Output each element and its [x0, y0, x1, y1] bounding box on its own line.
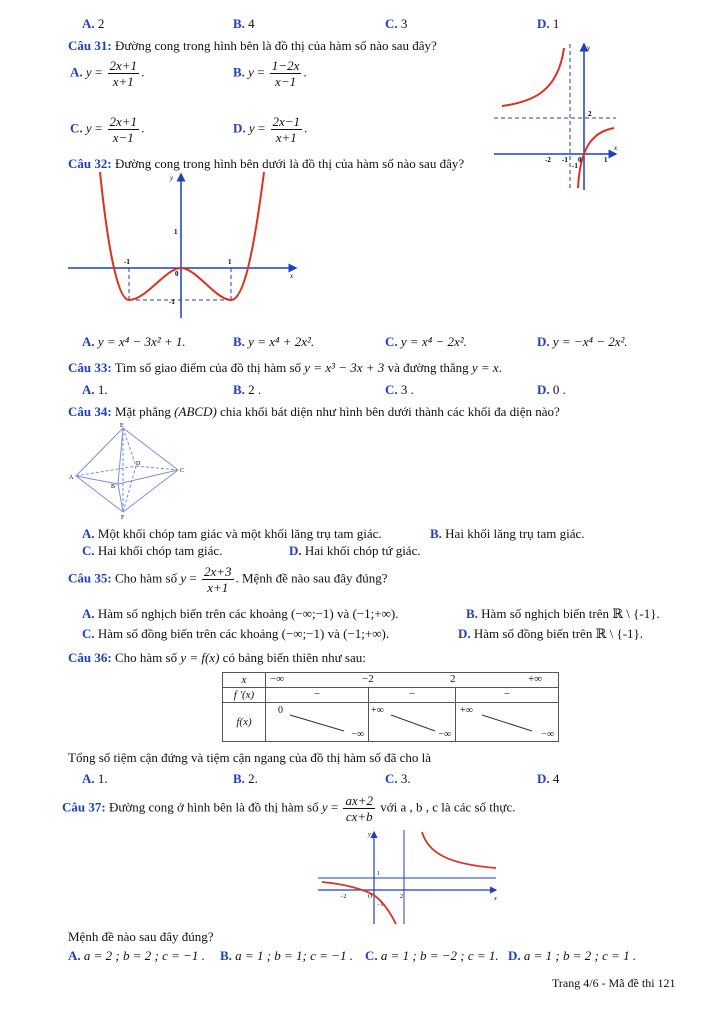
- table-sign: −: [503, 688, 511, 700]
- table-header-fprime: f ′(x): [223, 688, 266, 703]
- q34-vertex-label: C: [180, 468, 185, 474]
- q36-option-b: B. 2.: [233, 771, 258, 786]
- q35-option-d: D. Hàm số đồng biến trên ℝ \ {-1}.: [458, 626, 644, 641]
- q31-option-c: C. y = $\frac{2x+1}{x-1}$ .: [70, 114, 145, 145]
- q32-option-b: B. y = x⁴ + 2x².: [233, 334, 315, 349]
- q31-option-b: B. y = $\frac{1-2x}{x-1}$ .: [233, 58, 307, 89]
- q31-option-d: D. y = $\frac{2x-1}{x+1}$ .: [233, 114, 308, 145]
- q37-graph-tick: 1: [377, 871, 380, 877]
- q32-graph-y-label: y: [170, 174, 174, 182]
- q37-question-cont: Mệnh đề nào sau đây đúng?: [68, 929, 214, 944]
- q37-question: Câu 37: Đường cong ở hình bên là đồ thị hàm số y = $\frac{ax+2}{cx+b}$ với a , b , c là các số thực.: [62, 793, 516, 824]
- q30-option-b: B. 4: [233, 16, 255, 31]
- q30-option-d: D. 1: [537, 16, 560, 31]
- q34-vertex-label: F: [121, 515, 125, 520]
- q37-option-c: C. a = 1 ; b = −2 ; c = 1.: [365, 948, 499, 963]
- q37-option-a: A. a = 2 ; b = 2 ; c = −1 .: [68, 948, 205, 963]
- q33-question: Câu 33: Tìm số giao điểm của đồ thị hàm số y = x³ − 3x + 3 và đường thẳng y = x.: [68, 360, 502, 375]
- table-header-f: f(x): [223, 703, 266, 742]
- q32-option-a: A. y = x⁴ − 3x² + 1.: [82, 334, 186, 349]
- q34-vertex-label: B: [111, 484, 116, 490]
- q37-graph: [316, 828, 502, 926]
- q37-option-d: D. a = 1 ; b = 2 ; c = 1 .: [508, 948, 637, 963]
- q37-graph-tick: −1: [377, 902, 384, 908]
- q31-graph-x-label: x: [614, 144, 618, 152]
- table-x-value: 2: [450, 673, 456, 685]
- page-footer: Trang 4/6 - Mã đề thi 121: [552, 976, 676, 990]
- q31-graph-tick: -2: [545, 156, 551, 164]
- q35-option-b: B. Hàm số nghịch biến trên ℝ \ {-1}.: [466, 606, 660, 621]
- q35-option-a: A. Hàm số nghịch biến trên các khoảng (−∞;−1) và (−1;+∞).: [82, 606, 399, 621]
- q31-question: Câu 31: Đường cong trong hình bên là đồ thị của hàm số nào sau đây?: [68, 38, 437, 53]
- q37-graph-x-label: x: [494, 896, 497, 902]
- q32-graph-x-label: x: [290, 272, 294, 280]
- q34-option-d: D. Hai khối chóp tứ giác.: [289, 543, 421, 558]
- q37-option-b: B. a = 1 ; b = 1; c = −1 .: [220, 948, 353, 963]
- q32-graph: [66, 170, 302, 320]
- table-x-value: −2: [362, 673, 374, 685]
- q37-graph-tick: 2: [400, 894, 403, 900]
- q31-option-a: A. y = $\frac{2x+1}{x+1}$ .: [70, 58, 145, 89]
- q31-graph-y-label: y: [587, 44, 591, 52]
- q37-graph-tick: −2: [340, 894, 347, 900]
- q32-graph-tick: 0: [175, 270, 179, 278]
- table-sign: −: [369, 688, 456, 702]
- q31-graph: [492, 40, 622, 192]
- q32-graph-tick: 1: [174, 228, 178, 236]
- q36-variation-table: [222, 672, 559, 742]
- q32-graph-tick: -1: [124, 258, 130, 266]
- q36-option-c: C. 3.: [385, 771, 411, 786]
- q32-graph-tick: -1: [169, 298, 175, 306]
- q31-graph-tick: 1: [604, 156, 608, 164]
- q32-option-d: D. y = −x⁴ − 2x².: [537, 334, 628, 349]
- q36-question: Câu 36: Cho hàm số y = f(x) có bảng biến thiên như sau:: [68, 650, 366, 665]
- q30-option-a: A. 2: [82, 16, 105, 31]
- q32-question: Câu 32: Đường cong trong hình bên dưới là đồ thị của hàm số nào sau đây?: [68, 156, 465, 171]
- q34-octahedron-figure: [66, 422, 190, 520]
- q34-option-c: C. Hai khối chóp tam giác.: [82, 543, 223, 558]
- table-header-x: x: [223, 673, 266, 688]
- q31-graph-tick: -1: [572, 162, 578, 170]
- table-sign: −: [266, 688, 369, 702]
- table-fprime-row: [266, 688, 559, 703]
- q36-option-d: D. 4: [537, 771, 560, 786]
- table-f-row: [266, 703, 559, 742]
- q34-option-a: A. Một khối chóp tam giác và một khối lăng trụ tam giác.: [82, 526, 382, 541]
- q30-option-c: C. 3: [385, 16, 408, 31]
- q31-graph-tick: 0: [578, 156, 582, 164]
- q34-vertex-label: E: [120, 423, 124, 429]
- q37-graph-tick: O: [368, 894, 373, 900]
- table-x-value: +∞: [528, 673, 543, 685]
- table-x-row: [266, 673, 559, 688]
- table-f-cell: +∞ −∞: [460, 705, 554, 740]
- q36-option-a: A. 1.: [82, 771, 108, 786]
- q34-option-b: B. Hai khối lăng trụ tam giác.: [430, 526, 585, 541]
- q33-option-d: D. 0 .: [537, 382, 566, 397]
- table-f-cell: +∞ −∞: [369, 703, 456, 741]
- q36-question-cont: Tổng số tiệm cận đứng và tiệm cận ngang của đồ thị hàm số đã cho là: [68, 750, 432, 765]
- q32-option-c: C. y = x⁴ − 2x².: [385, 334, 467, 349]
- q32-graph-tick: 1: [228, 258, 232, 266]
- q35-question: Câu 35: Cho hàm số y = $\frac{2x+3}{x+1}$ . Mệnh đề nào sau đây đúng?: [68, 564, 388, 595]
- q34-vertex-label: D: [136, 461, 141, 467]
- q37-graph-y-label: y: [368, 832, 371, 838]
- q34-vertex-label: A: [69, 475, 74, 481]
- table-x-value: −∞: [270, 673, 285, 685]
- q31-graph-tick: -1: [562, 156, 568, 164]
- q33-option-c: C. 3 .: [385, 382, 414, 397]
- table-f-cell: 0 −∞: [266, 703, 369, 741]
- q33-option-b: B. 2 .: [233, 382, 262, 397]
- q31-graph-tick: 2: [588, 110, 592, 118]
- q33-option-a: A. 1.: [82, 382, 108, 397]
- q35-option-c: C. Hàm số đồng biến trên các khoảng (−∞;−1) và (−1;+∞).: [82, 626, 390, 641]
- q34-question: Câu 34: Mặt phẳng (ABCD) chia khối bát diện như hình bên dưới thành các khối đa diện nào?: [68, 404, 560, 419]
